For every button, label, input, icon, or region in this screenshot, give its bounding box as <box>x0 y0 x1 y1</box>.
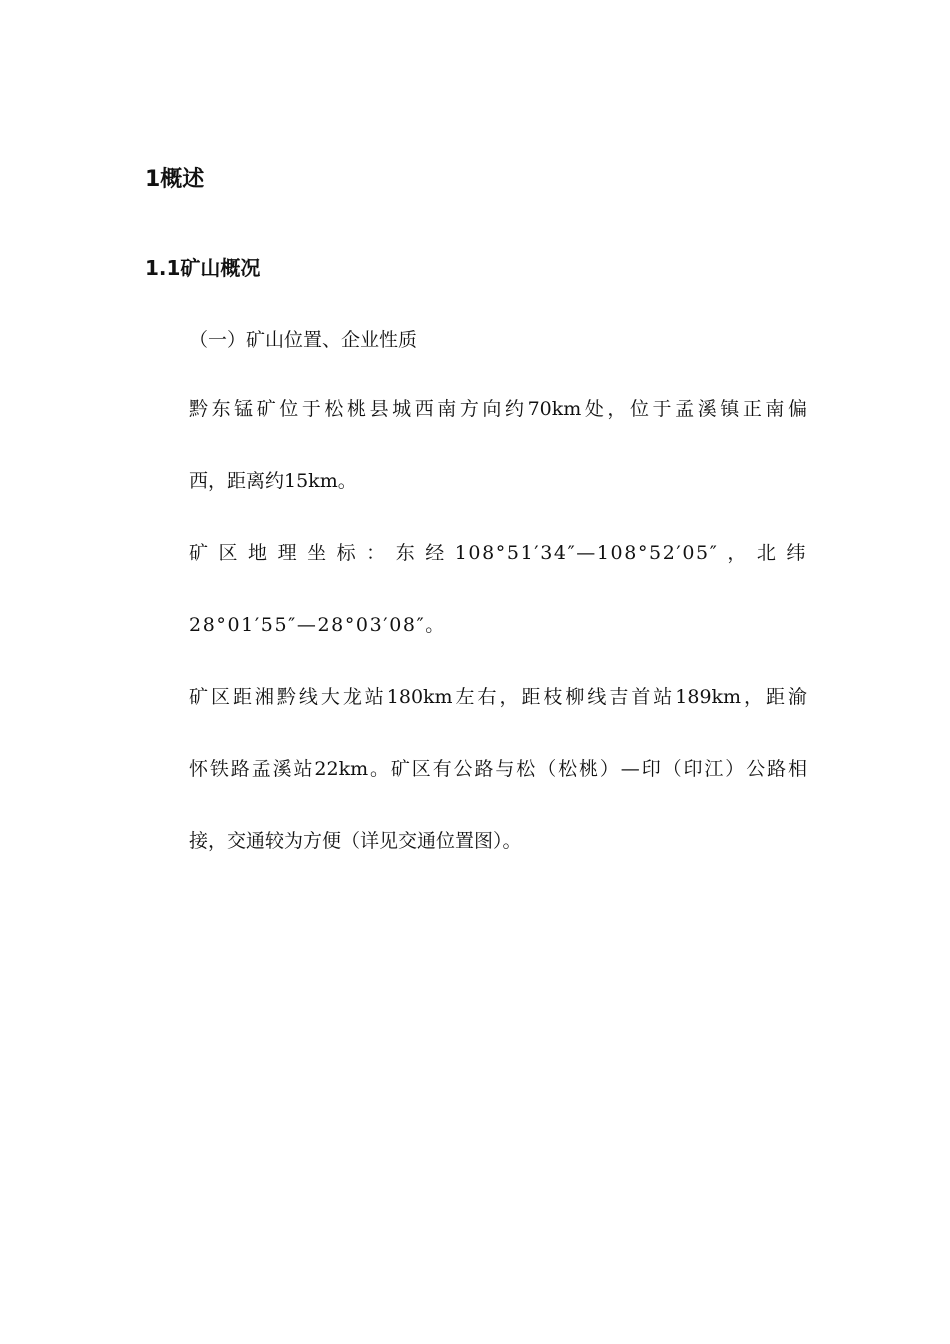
paragraph-line: 西，距离约15km。 <box>189 470 357 492</box>
paragraph-line: 矿区距湘黔线大龙站180km左右，距枝柳线吉首站189km，距渝 <box>189 686 807 708</box>
paragraph-coordinates <box>145 517 807 661</box>
paragraph-transport <box>145 661 807 877</box>
subsection-heading: （一）矿山位置、企业性质 <box>189 329 418 351</box>
paragraph-location <box>145 373 807 517</box>
paragraph-line: 28°01′55″—28°03′08″。 <box>189 614 446 636</box>
section-heading: 1.1矿山概况 <box>145 256 261 280</box>
chapter-heading: 1概述 <box>145 167 205 192</box>
paragraph-line: 矿区地理坐标：东经108°51′34″—108°52′05″，北纬 <box>189 542 807 564</box>
paragraph-line: 怀铁路孟溪站22km。矿区有公路与松（松桃）—印（印江）公路相 <box>189 758 807 780</box>
paragraph-line: 接，交通较为方便（详见交通位置图）。 <box>189 830 522 852</box>
page-content <box>145 160 807 877</box>
paragraph-line: 黔东锰矿位于松桃县城西南方向约70km处，位于孟溪镇正南偏 <box>189 398 807 420</box>
